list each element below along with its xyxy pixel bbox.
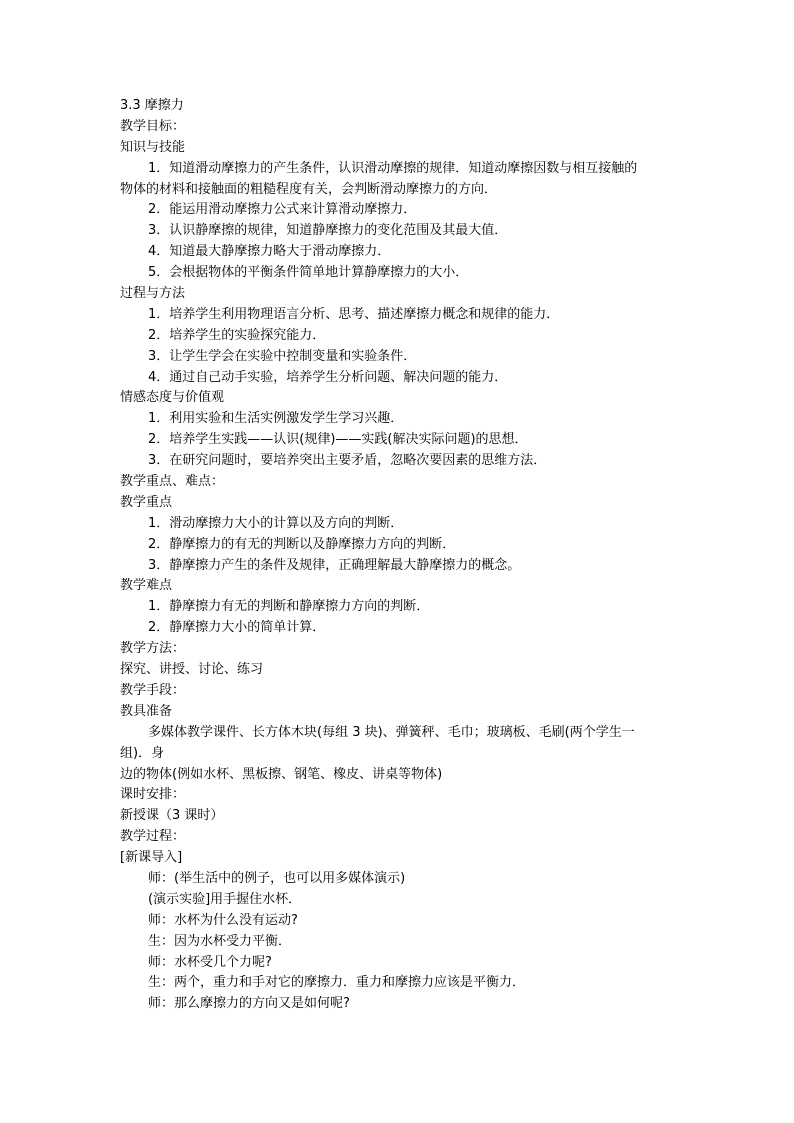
text-line: 2．培养学生的实验探究能力．	[148, 327, 326, 343]
text-line: 知识与技能	[120, 139, 186, 155]
text-line: 多媒体教学课件、长方体木块(每组 3 块)、弹簧秤、毛巾；玻璃板、毛刷(两个学生一	[148, 724, 635, 740]
text-line: 1．利用实验和生活实例激发学生学习兴趣．	[148, 411, 404, 427]
text-line: 3．静摩擦力产生的条件及规律，正确理解最大静摩擦力的概念。	[148, 557, 521, 573]
text-line: 4．知道最大静摩擦力略大于滑动摩擦力．	[148, 244, 391, 260]
text-line: 1．培养学生利用物理语言分析、思考、描述摩擦力概念和规律的能力．	[148, 306, 560, 322]
text-line: 教具准备	[120, 703, 173, 719]
text-line: 生：两个，重力和手对它的摩擦力．重力和摩擦力应该是平衡力．	[148, 975, 526, 991]
text-line: 教学难点	[120, 578, 173, 594]
text-line: 教学过程：	[120, 829, 186, 845]
text-line: [新课导入]	[120, 850, 183, 866]
text-line: 1．静摩擦力有无的判断和静摩擦力方向的判断．	[148, 599, 430, 615]
text-line: 2．培养学生实践——认识(规律)——实践(解决实际问题)的思想．	[148, 432, 528, 448]
text-line: 2．静摩擦力的有无的判断以及静摩擦力方向的判断．	[148, 536, 456, 552]
text-line: 1．知道滑动摩擦力的产生条件，认识滑动摩擦的规律．知道动摩擦因数与相互接触的	[148, 160, 638, 176]
text-line: 师：那么摩擦力的方向又是如何呢?	[148, 996, 350, 1012]
text-line: 边的物体(例如水杯、黑板擦、钢笔、橡皮、讲桌等物体)	[120, 766, 443, 782]
text-line: 师：水杯受几个力呢?	[148, 954, 272, 970]
text-line: 教学目标：	[120, 118, 186, 134]
text-line: 4．通过自己动手实验，培养学生分析问题、解决问题的能力．	[148, 369, 508, 385]
text-line: 新授课（3 课时）	[120, 808, 224, 824]
text-line: 3．认识静摩擦的规律，知道静摩擦力的变化范围及其最大值．	[148, 223, 508, 239]
text-line: 生：因为水杯受力平衡．	[148, 933, 292, 949]
text-line: 2．静摩擦力大小的简单计算．	[148, 620, 326, 636]
text-line: 师：水杯为什么没有运动?	[148, 912, 298, 928]
text-line: 课时安排：	[120, 787, 186, 803]
text-line: 过程与方法	[120, 286, 186, 302]
text-line: 5．会根据物体的平衡条件简单地计算静摩擦力的大小．	[148, 265, 469, 281]
text-line: 教学方法：	[120, 641, 186, 657]
text-line: 2．能运用滑动摩擦力公式来计算滑动摩擦力．	[148, 202, 417, 218]
text-line: 3．在研究问题时，要培养突出主要矛盾，忽略次要因素的思维方法．	[148, 453, 547, 469]
document-body	[120, 96, 680, 1015]
text-line: 情感态度与价值观	[120, 390, 225, 406]
text-line: 探究、讲授、讨论、练习	[120, 662, 264, 678]
text-line: 物体的材料和接触面的粗糙程度有关，会判断滑动摩擦力的方向．	[120, 181, 498, 197]
text-line: 教学重点	[120, 494, 173, 510]
text-line: 3．让学生学会在实验中控制变量和实验条件．	[148, 348, 417, 364]
text-line: 教学重点、难点：	[120, 474, 225, 490]
text-line: 组)．身	[120, 745, 165, 761]
text-line: 师：(举生活中的例子，也可以用多媒体演示)	[148, 870, 406, 886]
text-line: 教学手段：	[120, 682, 186, 698]
text-line: 1．滑动摩擦力大小的计算以及方向的判断．	[148, 515, 404, 531]
text-line: (演示实验]用手握住水杯．	[148, 891, 302, 907]
text-line: 3.3 摩擦力	[120, 98, 184, 113]
